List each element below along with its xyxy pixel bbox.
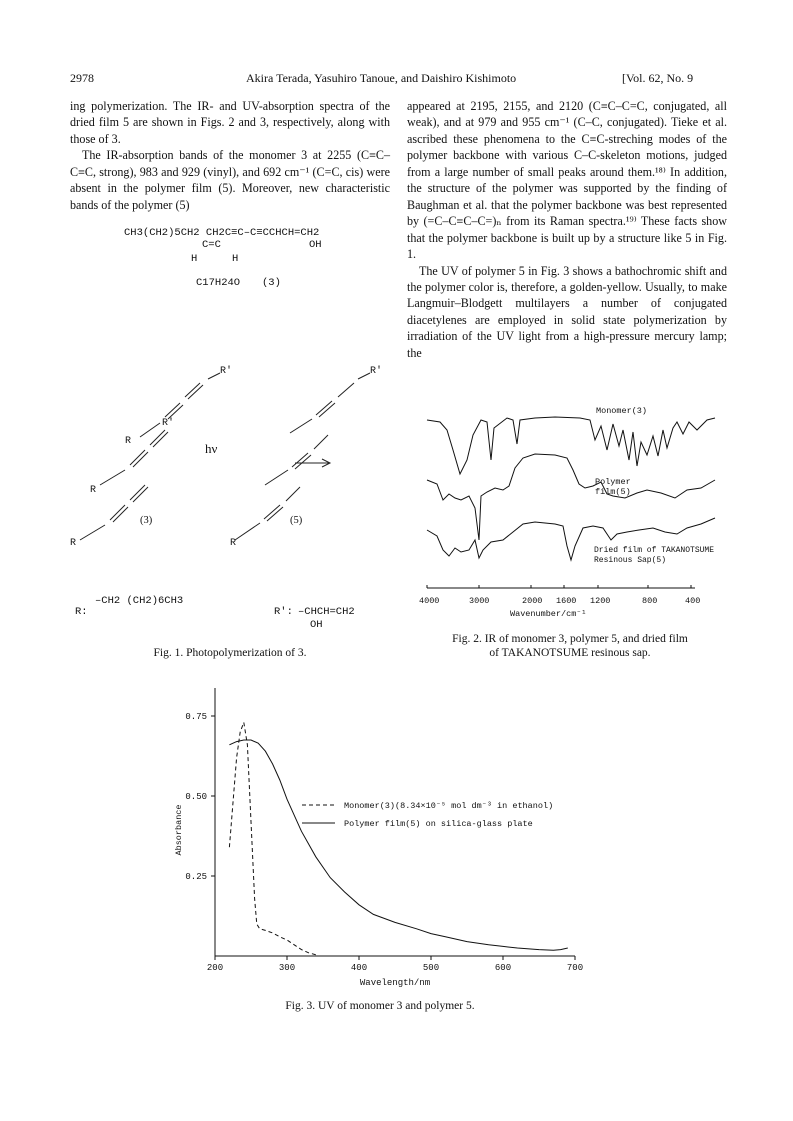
- molecular-formula: C17H24O: [196, 277, 241, 289]
- uv-x-tick-label: 200: [206, 963, 224, 973]
- uv-series-polymer: [229, 740, 567, 950]
- rprime-definition-label: R':: [274, 606, 293, 618]
- rprime-group-formula: –CHCH=CH2: [298, 606, 355, 618]
- compound-3-structure: [124, 227, 394, 289]
- svg-text:R: R: [230, 538, 237, 549]
- fig1-label-5: (5): [290, 515, 303, 526]
- uv-y-tick-label: 0.75: [185, 712, 207, 722]
- uv-legend-label: Monomer(3)(8.34×10⁻⁵ mol dm⁻³ in ethanol): [344, 801, 554, 811]
- uv-y-tick-label: 0.25: [185, 872, 207, 882]
- ir-x-tick: 4000: [419, 596, 440, 606]
- uv-y-tick-label: 0.50: [185, 792, 207, 802]
- ir-x-tick: 3000: [469, 596, 490, 606]
- fig1-label-3: (3): [140, 515, 153, 526]
- ir-x-tick: 400: [685, 596, 701, 606]
- svg-text:R: R: [90, 485, 97, 496]
- uv-x-tick-label: 700: [566, 963, 584, 973]
- structure-h-right: H: [232, 253, 239, 265]
- structure-c-eq-c: C=C: [202, 239, 221, 251]
- uv-series-monomer: [229, 722, 315, 954]
- right-column-text: [407, 98, 727, 361]
- fig1-caption: Fig. 1. Photopolymerization of 3.: [153, 647, 307, 659]
- page-number: 2978: [70, 71, 94, 85]
- structure-h-left: H: [191, 253, 198, 265]
- svg-text:R: R: [70, 538, 77, 549]
- r-group-formula: –CH2 (CH2)6CH3: [95, 595, 184, 607]
- hv-label: hν: [205, 441, 218, 456]
- uv-legend-label: Polymer film(5) on silica-glass plate: [344, 819, 533, 829]
- svg-text:R': R': [220, 366, 233, 377]
- uv-x-tick-label: 600: [494, 963, 512, 973]
- fig1-reaction-scheme: [70, 355, 390, 575]
- paragraph: The IR-absorption bands of the monomer 3 at 2255 (C≡C–C≡C, strong), 983 and 929 (vinyl), and 692 cm⁻¹ (C=C, cis) were absent in the polymer film (5). Moreover, new characteristic bands of the polymer (5): [70, 148, 390, 212]
- uv-x-tick-label: 300: [278, 963, 296, 973]
- rprime-oh: OH: [310, 619, 323, 631]
- ir-trace-polymer: [427, 454, 715, 540]
- polymer-stack: [235, 373, 370, 540]
- compound-label: (3): [262, 277, 281, 289]
- svg-text:R: R: [125, 436, 132, 447]
- journal-volume: [Vol. 62, No. 9: [622, 71, 694, 85]
- fig1-atom-labels: [70, 365, 382, 549]
- uv-x-axis-label: Wavelength/nm: [359, 978, 431, 988]
- r-definition-label: R:: [75, 606, 88, 618]
- ir-x-axis-label: Wavenumber/cm⁻¹: [510, 609, 587, 619]
- fig3-uv-chart: [150, 680, 610, 1000]
- ir-label-dried-film: Dried film of TAKANOTSUME Resinous Sap(5): [594, 546, 715, 565]
- ir-x-tick: 1200: [590, 596, 611, 606]
- structure-oh: OH: [309, 239, 322, 251]
- svg-text:R': R': [162, 418, 175, 429]
- uv-x-tick-label: 500: [422, 963, 440, 973]
- uv-x-tick-label: 400: [350, 963, 368, 973]
- paragraph: The UV of polymer 5 in Fig. 3 shows a bathochromic shift and the polymer color is, therefore, a golden-yellow. Usually, to make Langmuir–Blodgett multilayers a number of conjugated diacetylenes are employed in solid state polymerization by irradiation of the UV light from a high-pressure mercury lamp; the: [407, 263, 727, 360]
- uv-y-axis-label: Absorbance: [174, 804, 184, 856]
- paragraph: ing polymerization. The IR- and UV-absorption spectra of the dried film 5 are shown in Figs. 2 and 3, respectively, along with those of 3.: [70, 99, 390, 146]
- ir-x-tick: 2000: [522, 596, 543, 606]
- fig2-caption-line-2: of TAKANOTSUME resinous sap.: [489, 647, 651, 659]
- left-column-text: [70, 98, 390, 213]
- ir-label-monomer: Monomer(3): [596, 406, 648, 416]
- paragraph: appeared at 2195, 2155, and 2120 (C≡C–C=C, conjugated, all weak), and at 979 and 955 cm⁻¹ (C–C, conjugated). Tieke et al. ascribed these phenomena to the C≡C-streching modes of the polymer backbone with various C–C-skeleton motions, judged from a large number of small peaks around them.¹⁸⁾ In addition, the structure of the polymer was supported by the finding of Baughman et al. that the polymer backbone was best represented by (=C–C≡C–C=)ₙ from its Raman spectra.¹⁹⁾ These facts show that the polymer backbone is built up by a structure like 5 in Fig. 1.: [407, 99, 727, 262]
- fig2-caption-line-1: Fig. 2. IR of monomer 3, polymer 5, and dried film: [452, 633, 688, 645]
- svg-text:R': R': [370, 366, 383, 377]
- fig2-ir-spectra: [415, 400, 725, 600]
- ir-x-tick: 1600: [556, 596, 577, 606]
- fig3-caption: Fig. 3. UV of monomer 3 and polymer 5.: [285, 1000, 475, 1012]
- ir-x-tick: 800: [642, 596, 658, 606]
- ir-label-polymer: Polymer film(5): [595, 477, 631, 497]
- structure-formula-line: CH3(CH2)5CH2 CH2C≡C–C≡CCHCH=CH2: [124, 227, 320, 239]
- running-authors: Akira Terada, Yasuhiro Tanoue, and Daishiro Kishimoto: [246, 71, 517, 85]
